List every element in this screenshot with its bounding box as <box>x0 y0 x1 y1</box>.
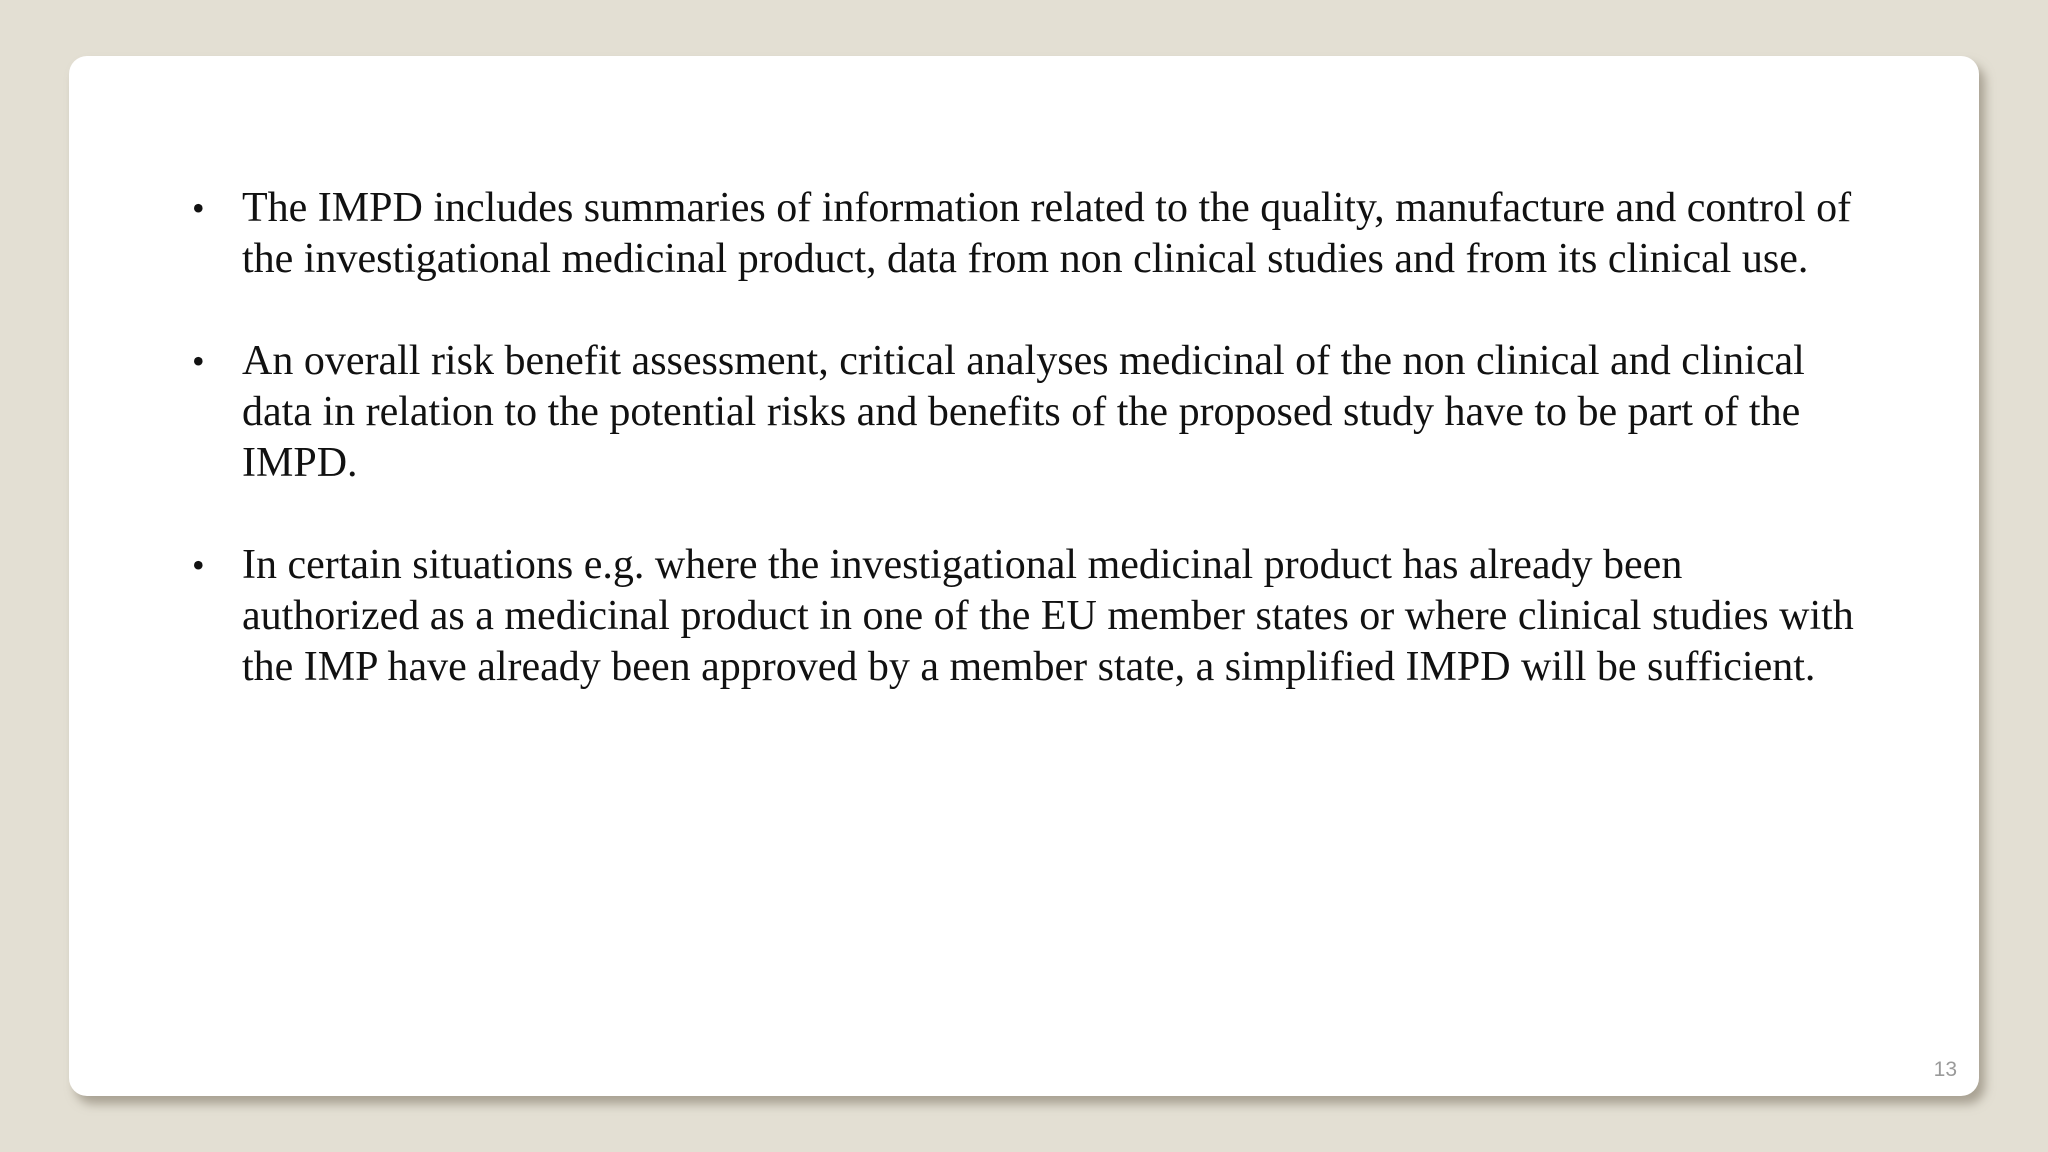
bullet-text-line: An overall risk benefit assessment, critical analyses medicinal of the non clinical and clinical <box>242 338 1805 384</box>
slide-card <box>69 56 1979 1096</box>
bullet-item <box>174 183 1894 285</box>
bullet-text-line: The IMPD includes summaries of information related to the quality, manufacture and control of <box>242 185 1852 231</box>
bullet-marker: • <box>192 341 205 381</box>
bullet-text-line: IMPD. <box>242 440 358 486</box>
bullet-marker: • <box>192 545 205 585</box>
bullet-text-line: data in relation to the potential risks and benefits of the proposed study have to be part of the <box>242 389 1801 435</box>
bullet-list <box>174 183 1894 744</box>
bullet-text-line: In certain situations e.g. where the investigational medicinal product has already been <box>242 542 1683 588</box>
bullet-marker: • <box>192 188 205 228</box>
bullet-text-line: the IMP have already been approved by a member state, a simplified IMPD will be sufficient. <box>242 644 1816 690</box>
bullet-item <box>174 336 1894 489</box>
bullet-text-line: the investigational medicinal product, data from non clinical studies and from its clinical use. <box>242 236 1809 282</box>
page-number: 13 <box>1933 1058 1957 1081</box>
bullet-item <box>174 540 1894 693</box>
bullet-text-line: authorized as a medicinal product in one of the EU member states or where clinical studies with <box>242 593 1854 639</box>
